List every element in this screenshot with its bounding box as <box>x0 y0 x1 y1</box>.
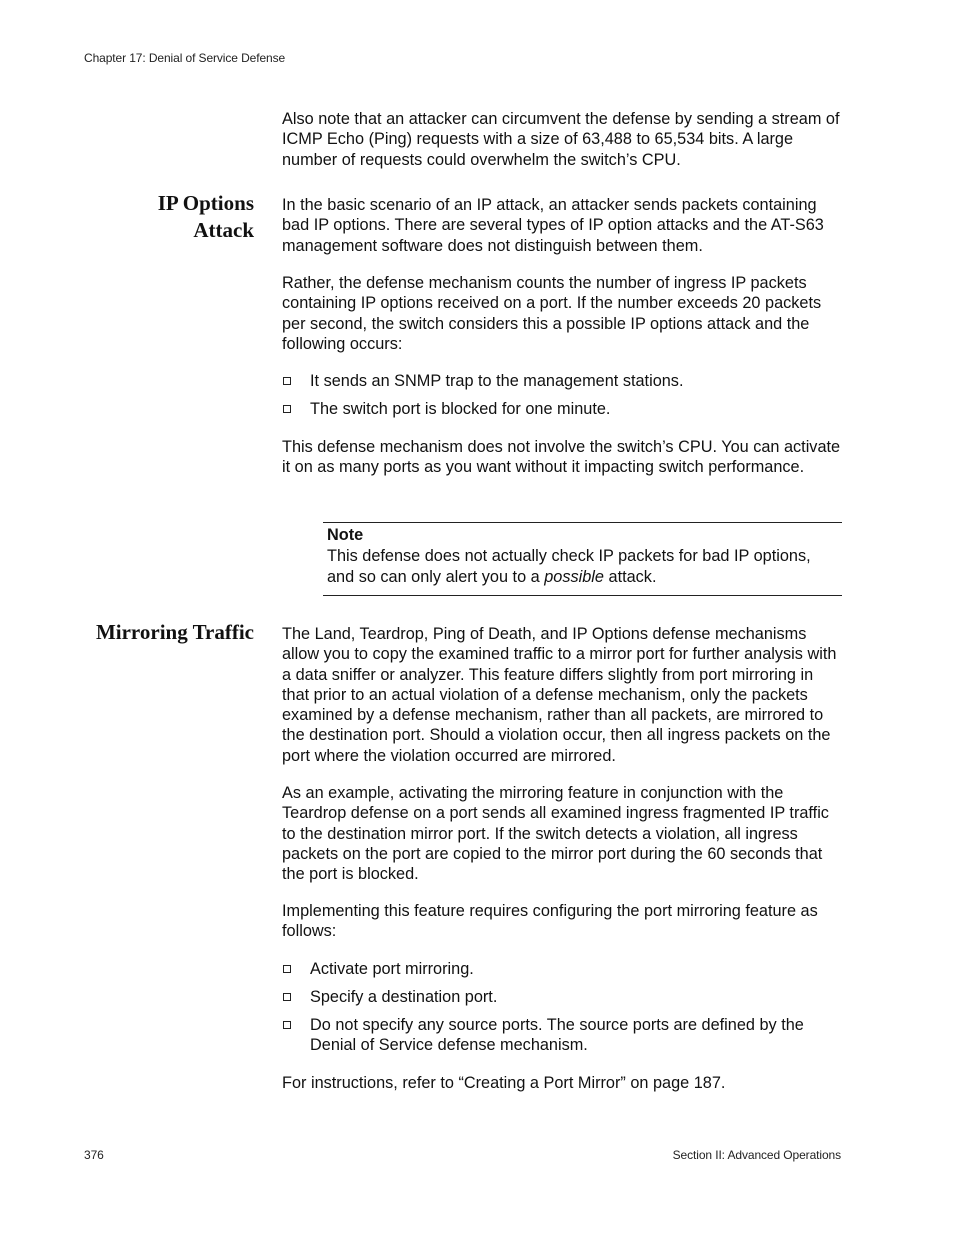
mirroring-paragraph-1: The Land, Teardrop, Ping of Death, and IP Options defense mechanisms allow you to copy the examined traffic to a mirror port for further analysis with a data sniffer or analyzer. This feature differs slightly from port mirroring in that prior to an actual violation of a defense mechanism, only the packets examined by a defense mechanism, rather than all packets, are mirrored to the destination port. Should a violation occur, then all ingress packets on the port where the violation occurred are mirrored. <box>282 625 837 765</box>
list-item <box>282 399 844 419</box>
mirroring-heading-text: Mirroring Traffic <box>95 620 254 644</box>
mirroring-bullet-list <box>282 959 844 1056</box>
mirroring-paragraph-3: Implementing this feature requires configuring the port mirroring feature as follows: <box>282 902 818 941</box>
ip-options-heading <box>54 190 254 244</box>
list-item-text: The switch port is blocked for one minute. <box>310 399 611 418</box>
list-item-text: Do not specify any source ports. The source ports are defined by the Denial of Service defense mechanism. <box>310 1015 804 1055</box>
ip-options-paragraph-3: This defense mechanism does not involve the switch’s CPU. You can activate it on as many ports as you want without it impacting switch performance. <box>282 438 841 477</box>
mirroring-heading <box>14 619 254 646</box>
mirroring-p3 <box>282 901 844 942</box>
mirroring-p2 <box>282 783 844 884</box>
ip-options-bullet-list <box>282 371 844 419</box>
list-item <box>282 959 844 979</box>
mirroring-paragraph-4: For instructions, refer to “Creating a Port Mirror” on page 187. <box>282 1074 726 1092</box>
checkbox-bullet-icon <box>283 1021 291 1029</box>
note-title: Note <box>327 526 364 544</box>
ip-options-heading-line1: IP Options <box>157 191 254 215</box>
ip-options-p1 <box>282 195 844 256</box>
running-footer-section: Section II: Advanced Operations <box>672 1148 841 1162</box>
list-item <box>282 371 844 391</box>
checkbox-bullet-icon <box>283 965 291 973</box>
note-box <box>323 522 842 596</box>
mirroring-p1 <box>282 624 844 766</box>
ip-options-p3 <box>282 437 844 478</box>
running-header: Chapter 17: Denial of Service Defense <box>84 51 286 65</box>
checkbox-bullet-icon <box>283 405 291 413</box>
list-item <box>282 987 844 1007</box>
note-text-start: This defense does not actually check IP packets for bad IP options, and so can only alert you to a <box>327 547 811 586</box>
list-item-text: Specify a destination port. <box>310 987 498 1006</box>
page-number: 376 <box>84 1148 104 1162</box>
note-text-end: attack. <box>603 568 657 586</box>
ip-options-paragraph-2: Rather, the defense mechanism counts the number of ingress IP packets containing IP options received on a port. If the number exceeds 20 packets per second, the switch considers this a possible IP options attack and the following occurs: <box>282 274 822 353</box>
ip-options-p2 <box>282 273 844 354</box>
checkbox-bullet-icon <box>283 993 291 1001</box>
list-item-text: It sends an SNMP trap to the management stations. <box>310 372 684 390</box>
ip-options-paragraph-1: In the basic scenario of an IP attack, an attacker sends packets containing bad IP options. There are several types of IP option attacks and the AT-S63 management software does not distinguish between them. <box>282 196 824 255</box>
note-text <box>327 547 811 586</box>
intro-paragraph: Also note that an attacker can circumvent the defense by sending a stream of ICMP Echo (Ping) requests with a size of 63,488 to 65,534 bits. A large number of requests could overwhelm the switch’s CPU. <box>282 110 840 169</box>
mirroring-p4 <box>282 1073 844 1093</box>
mirroring-paragraph-2: As an example, activating the mirroring feature in conjunction with the Teardrop defense on a port sends all examined ingress fragmented IP traffic to the destination mirror port. If the switch detects a violation, all ingress packets on the port are copied to the mirror port during the 60 seconds that the port is blocked. <box>282 784 829 884</box>
intro-section <box>282 109 844 170</box>
ip-options-heading-line2: Attack <box>193 218 254 242</box>
list-item-text: Activate port mirroring. <box>310 960 474 978</box>
list-item <box>282 1015 844 1056</box>
checkbox-bullet-icon <box>283 377 291 385</box>
note-text-emphasis: possible <box>544 568 604 586</box>
